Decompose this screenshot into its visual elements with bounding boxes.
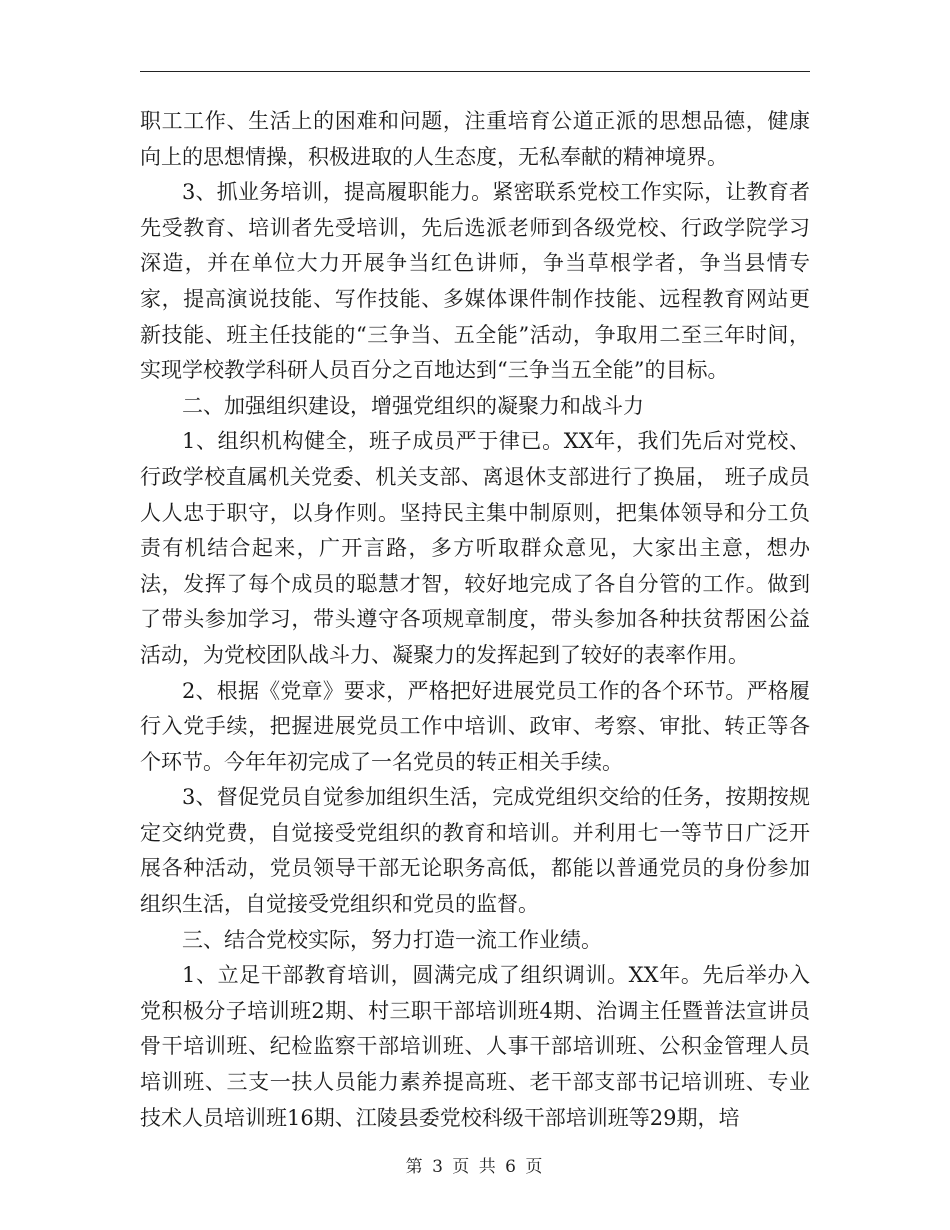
paragraph-5: 3、督促党员自觉参加组织生活，完成党组织交给的任务，按期按规定交纳党费，自觉接受党组织的教育和培训。并利用七一等节日广泛开展各种活动，党员领导干部无论职务高低，都能以普通党员的身份参加组织生活，自觉接受党组织和党员的监督。 <box>140 785 810 917</box>
paragraph-3: 1、组织机构健全，班子成员严于律已。XX年，我们先后对党校、行政学校直属机关党委、机关支部、离退休支部进行了换届， 班子成员人人忠于职守，以身作则。坚持民主集中制原则，把集体领导和分工负责有机结合起来，广开言路，多方听取群众意见，大家出主意，想办法，发挥了每个成员的聪慧才智，较好地完成了各自分管的工作。做到了带头参加学习，带头遵守各项规章制度，带头参加各种扶贫帮困公益活动，为党校团队战斗力、凝聚力的发挥起到了较好的表率作用。 <box>140 429 810 667</box>
paragraph-6: 1、立足干部教育培训，圆满完成了组织调训。XX年。先后举办入党积极分子培训班2期、村三职干部培训班4期、治调主任暨普法宣讲员骨干培训班、纪检监察干部培训班、人事干部培训班、公积金管理人员培训班、三支一扶人员能力素养提高班、老干部支部书记培训班、专业技术人员培训班16期、江陵县委党校科级干部培训班等29期，培 <box>140 963 810 1130</box>
paragraph-4: 2、根据《党章》要求，严格把好进展党员工作的各个环节。严格履行入党手续，把握进展党员工作中培训、政审、考察、审批、转正等各个环节。今年年初完成了一名党员的转正相关手续。 <box>140 678 810 774</box>
section-heading-2: 二、加强组织建设，增强党组织的凝聚力和战斗力 <box>182 393 644 418</box>
section-heading-3: 三、结合党校实际，努力打造一流工作业绩。 <box>182 927 602 952</box>
paragraph-2: 3、抓业务培训，提高履职能力。紧密联系党校工作实际，让教育者先受教育、培训者先受培训，先后选派老师到各级党校、行政学院学习深造，并在单位大力开展争当红色讲师，争当草根学者，争当县情专家，提高演说技能、写作技能、多媒体课件制作技能、远程教育网站更新技能、班主任技能的“三争当、五全能”活动，争取用二至三年时间，实现学校教学科研人员百分之百地达到“三争当五全能”的目标。 <box>140 180 810 383</box>
header-rule <box>140 71 810 72</box>
paragraph-1: 职工工作、生活上的困难和问题，注重培育公道正派的思想品德，健康向上的思想情操，积极进取的人生态度，无私奉献的精神境界。 <box>140 109 810 169</box>
page-footer: 第 3 页 共 6 页 <box>405 1157 545 1177</box>
document-body <box>140 104 810 1136</box>
